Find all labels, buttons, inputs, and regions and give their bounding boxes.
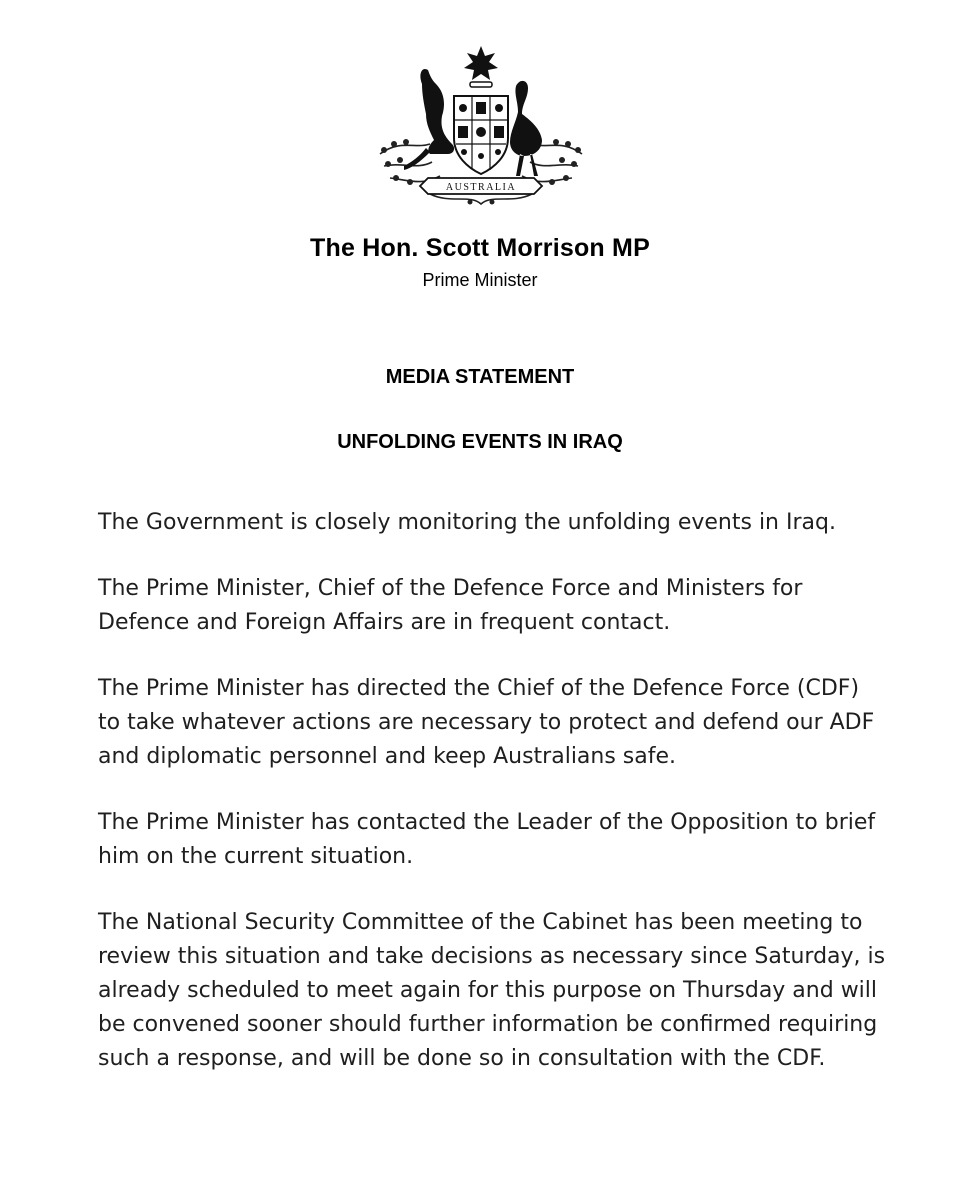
kangaroo-icon bbox=[404, 69, 454, 170]
paragraph: The National Security Committee of the Cabinet has been meeting to review this situation and take decisions as necessary since Saturday, is already scheduled to meet again for this purpose on Thursday and will be convened sooner should further information be confirmed requiring such a response, and will be done so in consultation with the CDF. bbox=[98, 910, 886, 1071]
paragraph: The Prime Minister has contacted the Leader of the Opposition to brief him on the current situation. bbox=[98, 810, 876, 869]
commonwealth-star-icon bbox=[464, 46, 498, 80]
document-title: UNFOLDING EVENTS IN IRAQ bbox=[337, 431, 623, 453]
paragraph: The Government is closely monitoring the unfolding events in Iraq. bbox=[98, 510, 836, 535]
paragraph: The Prime Minister, Chief of the Defence Force and Ministers for Defence and Foreign Affairs are in frequent contact. bbox=[98, 576, 803, 635]
minister-role: Prime Minister bbox=[422, 270, 538, 290]
paragraph: The Prime Minister has directed the Chief of the Defence Force (CDF) to take whatever actions are necessary to protect and defend our ADF and diplomatic personnel and keep Australians safe. bbox=[98, 676, 875, 769]
statement-body bbox=[98, 506, 888, 1108]
svg-text:AUSTRALIA: AUSTRALIA bbox=[445, 182, 517, 193]
minister-name: The Hon. Scott Morrison MP bbox=[310, 234, 650, 262]
document-type-heading: MEDIA STATEMENT bbox=[385, 366, 575, 388]
coat-of-arms-logo bbox=[370, 44, 592, 216]
emu-icon bbox=[510, 81, 542, 176]
